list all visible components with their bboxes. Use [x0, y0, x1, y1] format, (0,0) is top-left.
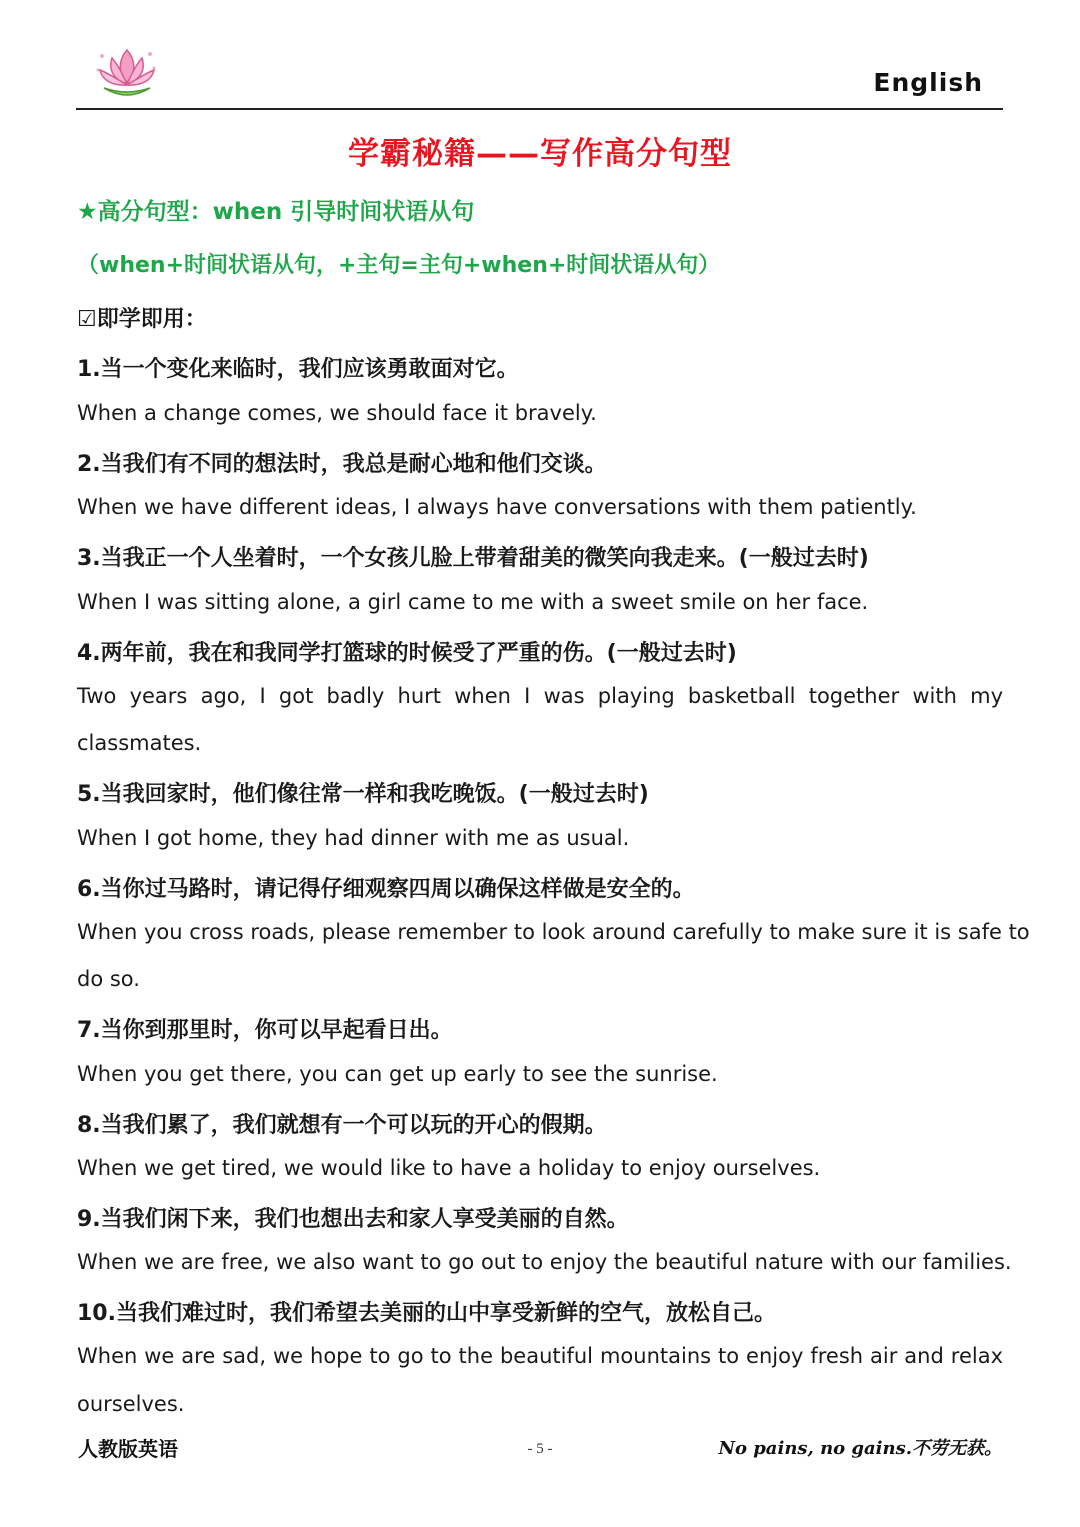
item-8-zh: 8.当我们累了，我们就想有一个可以玩的开心的假期。 — [77, 1113, 607, 1138]
item-9-en: When we are free, we also want to go out to enjoy the beautiful nature with our families. — [77, 1250, 1012, 1274]
item-10-en-line-2: ourselves. — [77, 1392, 185, 1416]
item-4-zh: 4.两年前，我在和我同学打篮球的时候受了严重的伤。(一般过去时) — [77, 641, 737, 666]
pattern-formula: （when+时间状语从句，+主句=主句+when+时间状语从句） — [77, 253, 721, 278]
item-3-zh: 3.当我正一个人坐着时，一个女孩儿脸上带着甜美的微笑向我走来。(一般过去时) — [77, 546, 869, 571]
item-5-en: When I got home, they had dinner with me as usual. — [77, 826, 630, 850]
item-9-zh: 9.当我们闲下来，我们也想出去和家人享受美丽的自然。 — [77, 1207, 629, 1232]
item-5-zh: 5.当我回家时，他们像往常一样和我吃晚饭。(一般过去时) — [77, 782, 649, 807]
item-7-en: When you get there, you can get up early to see the sunrise. — [77, 1062, 718, 1086]
footer-book-name: 人教版英语 — [78, 1437, 178, 1461]
item-10-zh: 10.当我们难过时，我们希望去美丽的山中享受新鲜的空气，放松自己。 — [77, 1301, 776, 1326]
item-4-en-line-2: classmates. — [77, 731, 202, 755]
item-2-en: When we have different ideas, I always have conversations with them patiently. — [77, 495, 917, 519]
item-6-zh: 6.当你过马路时，请记得仔细观察四周以确保这样做是安全的。 — [77, 877, 695, 902]
item-10-en-line-1: When we are sad, we hope to go to the beautiful mountains to enjoy fresh air and relax — [77, 1344, 1003, 1368]
item-2-zh: 2.当我们有不同的想法时，我总是耐心地和他们交谈。 — [77, 452, 607, 477]
item-1-zh: 1.当一个变化来临时，我们应该勇敢面对它。 — [77, 357, 519, 382]
pattern-heading: ★高分句型：when 引导时间状语从句 — [77, 199, 475, 225]
item-7-zh: 7.当你到那里时，你可以早起看日出。 — [77, 1018, 453, 1043]
page-title: 学霸秘籍——写作高分句型 — [348, 136, 732, 172]
item-8-en: When we get tired, we would like to have a holiday to enjoy ourselves. — [77, 1156, 821, 1180]
item-3-en: When I was sitting alone, a girl came to me with a sweet smile on her face. — [77, 590, 869, 614]
brand-label: English — [873, 68, 983, 97]
footer-motto: No pains, no gains.不劳无获。 — [718, 1438, 1002, 1459]
lotus-icon — [92, 44, 162, 104]
item-1-en: When a change comes, we should face it bravely. — [77, 401, 597, 425]
item-6-en-line-1: When you cross roads, please remember to look around carefully to make sure it is safe to — [77, 920, 1030, 944]
item-6-en-line-2: do so. — [77, 967, 140, 991]
page-header — [76, 40, 1003, 110]
item-4-en-line-1: Two years ago, I got badly hurt when I was playing basketball together with my — [77, 684, 1003, 708]
page-number: - 5 - — [527, 1441, 553, 1457]
practice-label: ☑即学即用： — [77, 307, 207, 332]
